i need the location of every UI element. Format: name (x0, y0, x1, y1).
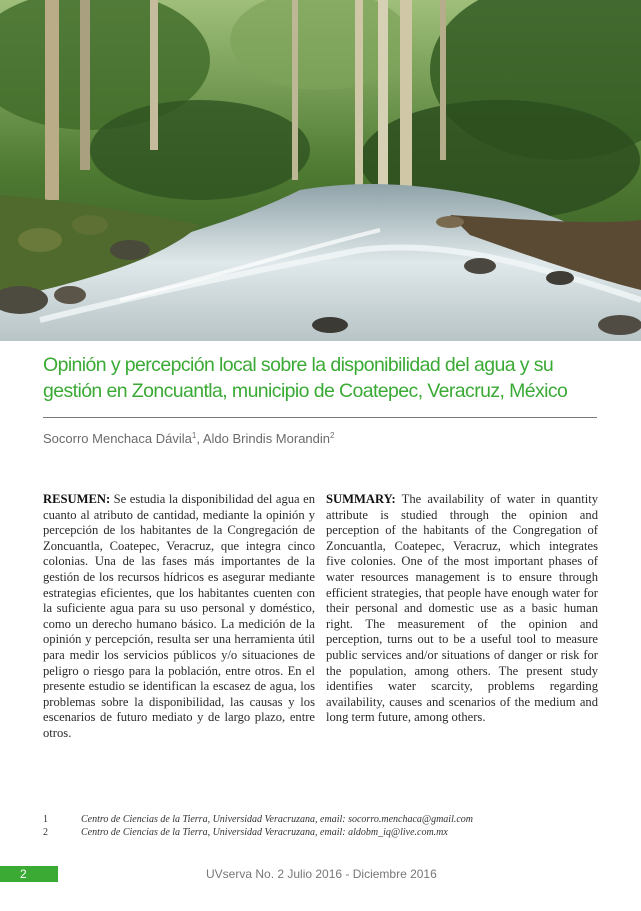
resumen-text: Se estudia la disponibilidad del agua en cuanto al atributo de cantidad, mediante la opinión y percepción de los habitantes de la Congregación de Zoncuantla, Coatepec, Veracruz, que integra cinco colonias. Una de las fases más importantes de la gestión de los recursos hídricos es asegurar mediante estrategias eficientes, que los habitantes cuenten con la suficiente agua para su uso personal y doméstico, como un derecho humano básico. La medición de la opinión y percepción, resulta ser una herramienta útil para medir los servicios públicos y/o situaciones de peligro o riesgo para la población, entre otros. En el presente estudio se identifican la escasez de agua, los problemas sobre la disponibilidad, las causas y los escenarios de futuro mediato y de largo plazo, entre otros. (43, 492, 315, 740)
summary-column (326, 492, 598, 726)
author-line (43, 431, 597, 446)
author-1: Socorro Menchaca Dávila (43, 431, 192, 446)
resumen-column (43, 492, 315, 742)
hero-photo (0, 0, 641, 341)
summary-text: The availability of water in quantity attribute is studied through the opinion and perception of the habitants of the Congregation of Zoncuantla, Coatepec, Veracruz, which integrates five colonies. One of the most important phases of water resources management is to ensure through efficient strategies, that people have enough water for their personal and domestic use as a basic human right. The measurement of the opinion and perception, turns out to be a useful tool to measure public services and/or situations of danger or risk for the population, among others. The present study identifies water scarcity, problems regarding availability, causes and scenarios of the medium and long term future, among others. (326, 492, 598, 725)
author-2-affiliation: 2 (330, 431, 335, 440)
footnote-number: 1 (43, 814, 48, 825)
title-divider (43, 417, 597, 418)
footnote-text: Centro de Ciencias de la Tierra, Universidad Veracruzana, email: aldobm_iq@live.com.mx (81, 827, 448, 838)
footnote-2 (43, 826, 603, 839)
page-number-bar (0, 866, 58, 882)
forest-river-photo (0, 0, 641, 341)
summary-label: SUMMARY: (326, 492, 396, 506)
footnote-1 (43, 813, 603, 826)
author-1-affiliation: 1 (191, 431, 197, 440)
footnote-text: Centro de Ciencias de la Tierra, Universidad Veracruzana, email: socorro.menchaca@gmail.com (81, 814, 474, 825)
author-separator: , (196, 431, 203, 446)
journal-footer: UVserva No. 2 Julio 2016 - Diciembre 2016 (206, 867, 437, 881)
footnotes (43, 813, 603, 839)
footnote-number: 2 (43, 827, 48, 838)
resumen-label: RESUMEN: (43, 492, 111, 506)
author-2: Aldo Brindis Morandin (202, 431, 331, 446)
page-number: 2 (20, 867, 27, 881)
article-title: Opinión y percepción local sobre la disponibilidad del agua y su gestión en Zoncuantla, municipio de Coatepec, Veracruz, México (43, 354, 568, 402)
